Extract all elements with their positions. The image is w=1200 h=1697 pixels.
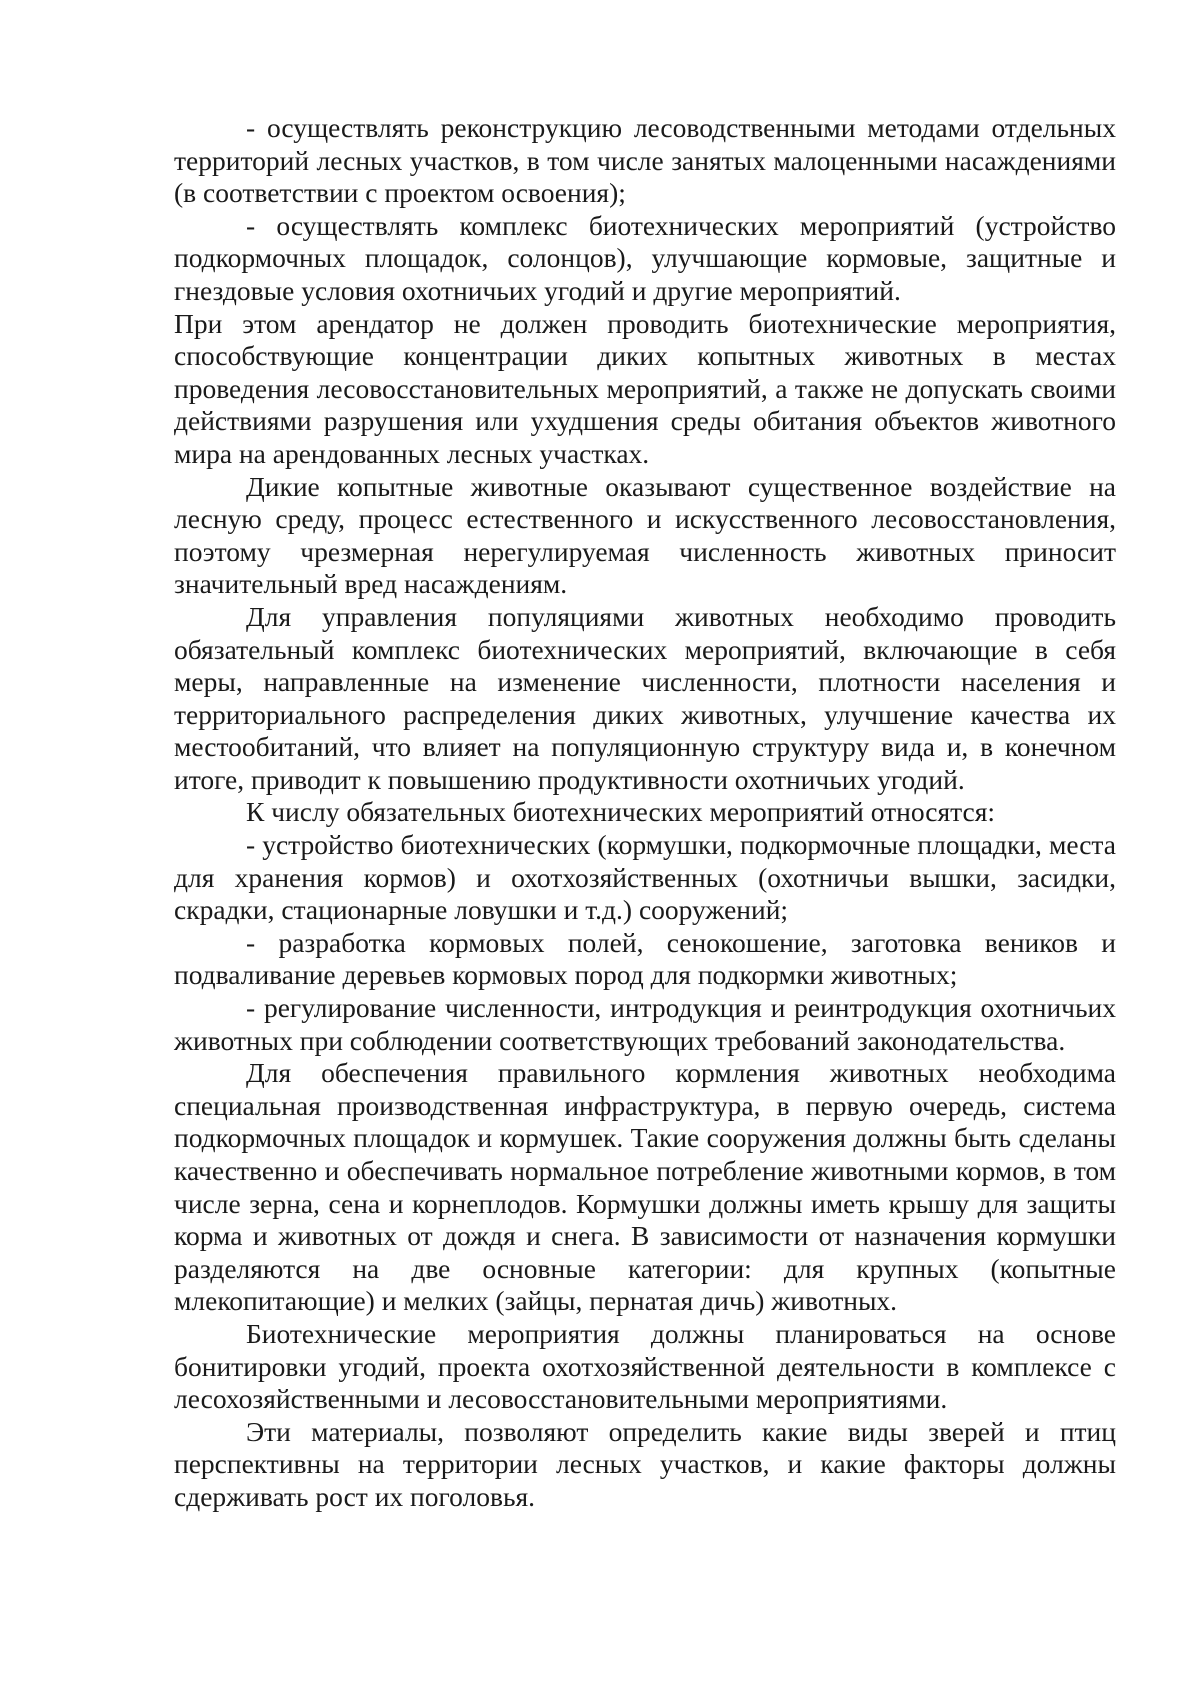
paragraph-population-management: Для управления популяциями животных необходимо проводить обязательный комплекс биотехнических мероприятий, включающие в себя меры, направленные на изменение численности, плотности населения и территориального распределения диких животных, улучшение качества их местообитаний, что влияет на популяционную структуру вида и, в конечном итоге, приводит к повышению продуктивности охотничьих угодий. xyxy=(174,600,1116,795)
list-item-structures: - устройство биотехнических (кормушки, подкормочные площадки, места для хранения кормов) и охотхозяйственных (охотничьи вышки, засидки, скрадки, стационарные ловушки и т.д.) сооружений; xyxy=(174,829,1116,926)
paragraph-ungulates-impact: Дикие копытные животные оказывают существенное воздействие на лесную среду, процесс естественного и искусственного лесовосстановления, поэтому чрезмерная нерегулируемая численность животных приносит значительный вред насаждениям. xyxy=(174,470,1116,600)
paragraph-prospective-species: Эти материалы, позволяют определить какие виды зверей и птиц перспективны на территории лесных участков, и какие факторы должны сдерживать рост их поголовья. xyxy=(174,1415,1116,1512)
paragraph-planning-basis: Биотехнические мероприятия должны планироваться на основе бонитировки угодий, проекта охотхозяйственной деятельности в комплексе с лесохозяйственными и лесовосстановительными мероприятиями. xyxy=(174,1317,1116,1415)
document-page xyxy=(174,112,1116,1514)
list-item-feed-fields: - разработка кормовых полей, сенокошение, заготовка веников и подваливание деревьев кормовых пород для подкормки животных; xyxy=(174,926,1116,991)
paragraph-reconstruction: - осуществлять реконструкцию лесоводственными методами отдельных территорий лесных участков, в том числе занятых малоценными насаждениями (в соответствии с проектом освоения); xyxy=(174,112,1116,209)
paragraph-feeding-infrastructure: Для обеспечения правильного кормления животных необходима специальная производственная инфраструктура, в первую очередь, система подкормочных площадок и кормушек. Такие сооружения должны быть сделаны качественно и обеспечивать нормальное потребление животными кормов, в том числе зерна, сена и корнеплодов. Кормушки должны иметь крышу для защиты корма и животных от дождя и снега. В зависимости от назначения кормушки разделяются на две основные категории: для крупных (копытные млекопитающие) и мелких (зайцы, пернатая дичь) животных. xyxy=(174,1057,1116,1317)
paragraph-biotech-complex: - осуществлять комплекс биотехнических мероприятий (устройство подкормочных площадок, солонцов), улучшающие кормовые, защитные и гнездовые условия охотничьих угодий и другие мероприятий. xyxy=(174,209,1116,306)
list-item-regulation: - регулирование численности, интродукция и реинтродукция охотничьих животных при соблюдении соответствующих требований законодательства. xyxy=(174,992,1116,1056)
paragraph-mandatory-measures-heading: К числу обязательных биотехнических мероприятий относятся: xyxy=(246,796,995,828)
paragraph-tenant-restrictions: При этом арендатор не должен проводить биотехнические мероприятия, способствующие концентрации диких копытных животных в местах проведения лесовосстановительных мероприятий, а также не допускать своими действиями разрушения или ухудшения среды обитания объектов животного мира на арендованных лесных участках. xyxy=(174,307,1116,469)
